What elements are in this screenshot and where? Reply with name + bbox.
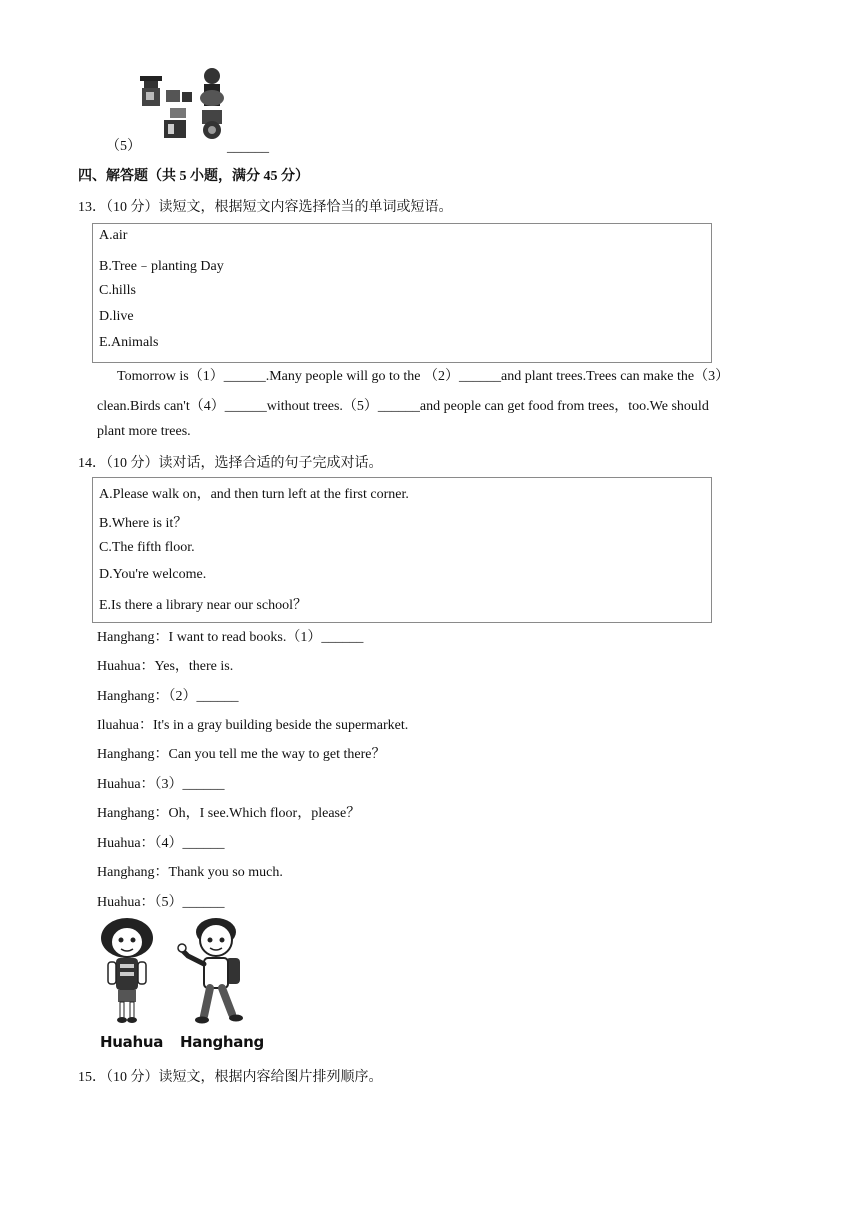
dialogue-line-3: Hanghang：（2）______ (97, 689, 239, 704)
q13-option-e: E.Animals (99, 335, 159, 350)
dialogue-line-9: Hanghang：Thank you so much. (97, 865, 283, 880)
hanghang-illustration (176, 916, 250, 1028)
q14-option-a: A.Please walk on，and then turn left at the first corner. (99, 487, 409, 502)
section-heading: 四、解答题（共 5 小题，满分 45 分） (78, 169, 309, 184)
q13-option-c: C.hills (99, 283, 136, 298)
q14-prompt: 14．（10 分）读对话，选择合适的句子完成对话。 (78, 456, 383, 471)
q14-option-e: E.Is there a library near our school？ (99, 598, 307, 613)
q13-passage-line-2: clean.Birds can't（4）______without trees.（5）______and people can get food from trees，too.We should (97, 399, 709, 414)
q13-prompt: 13．（10 分）读短文，根据短文内容选择恰当的单词或短语。 (78, 200, 453, 215)
dialogue-line-2: Huahua：Yes，there is. (97, 659, 234, 674)
q13-passage-line-3: plant more trees. (97, 424, 191, 439)
q13-option-b: B.Tree﹣planting Day (99, 259, 224, 274)
q14-option-c: C.The fifth floor. (99, 540, 195, 555)
huahua-illustration (96, 916, 162, 1028)
dialogue-line-4: Iluahua：It's in a gray building beside the supermarket. (97, 718, 409, 733)
q14-option-d: D.You're welcome. (99, 567, 207, 582)
caption-huahua: Huahua (100, 1033, 164, 1051)
dialogue-line-6: Huahua：（3）______ (97, 777, 225, 792)
item5-picture (136, 66, 228, 148)
q14-options-box (92, 477, 712, 623)
dialogue-line-1: Hanghang：I want to read books.（1）______ (97, 630, 364, 645)
item5-number: （5） (106, 139, 141, 154)
dialogue-line-5: Hanghang：Can you tell me the way to get there？ (97, 747, 386, 762)
caption-hanghang: Hanghang (180, 1033, 264, 1051)
q15-prompt: 15．（10 分）读短文，根据内容给图片排列顺序。 (78, 1070, 383, 1085)
q13-option-a: A.air (99, 228, 128, 243)
dialogue-line-7: Hanghang：Oh，I see.Which floor，please？ (97, 806, 361, 821)
dialogue-line-10: Huahua：（5）______ (97, 895, 225, 910)
q13-passage-line-1: Tomorrow is（1）______.Many people will go to the （2）______and plant trees.Trees can make the（3） (117, 369, 730, 384)
item5-answer-blank[interactable]: ______ (227, 140, 269, 155)
dialogue-line-8: Huahua：（4）______ (97, 836, 225, 851)
q13-options-box (92, 223, 712, 363)
q14-option-b: B.Where is it？ (99, 516, 188, 531)
q13-option-d: D.live (99, 309, 134, 324)
